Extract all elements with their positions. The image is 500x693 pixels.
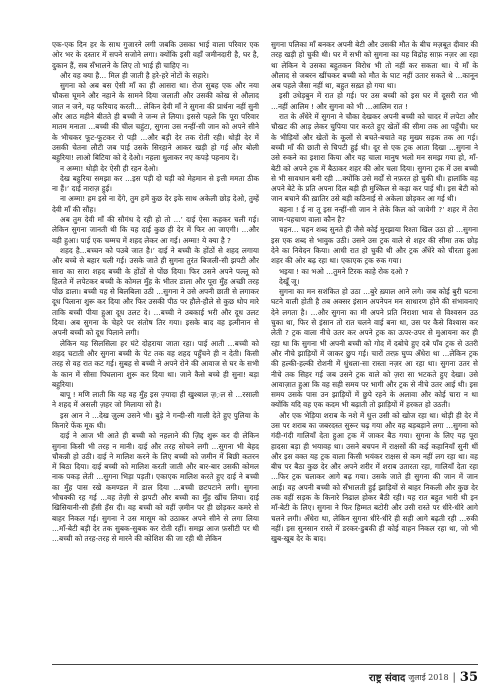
magazine-name: राष्ट्र संवाद (369, 673, 406, 684)
paragraph: सुगना पलिका माँ बनकर अपनी बेटी और उसकी मौत के बीच मज़बूत दीवार की तरह खड़ी हो चुकी थी। घर में सभी को सुगना का यह विद्रोह साफ़ नज़र आ रहा था लेकिन ये उसका बहुतकन विरोध भी तो नहीं कर सकता था। ये माँ के औलाद से जबरन खींचकर बच्ची को मौत के घाट नहीं उतार सकते थे ...कानून अब पहले जैसा नहीं था, बहुत सख़्त हो गया था। (271, 40, 478, 91)
right-column (271, 40, 478, 650)
paragraph: लेकिन यह सिलसिला हर घंटे दोहराया जाता रहा। पाई आती ...बच्ची को शहद चटाती और सुगना बच्ची के पेट तक वह शहद पहुँचने ही न देती। किसी तरह से वह रात कट गई। सुबह से बच्ची ने अपने रोने की आवाज से घर के सभी के कान में सीसा पिघलाना शुरू कर दिया था। जाने कैसे बच्चे ही सुना! बड़ा बहुरिया। (52, 338, 259, 389)
page-number: 35 (459, 669, 478, 685)
page-footer (52, 664, 478, 687)
paragraph: और एक भेड़िया शराब के नशे में धुत्त उसी को खोज रहा था। थोड़ी ही देर में उस पर शराब का जबरदस्त सुरूर चढ़ गया और वह बड़बड़ाने लगा ...सुगना को गंदी-गंदी गालियाँ देता हुआ ट्रक में जाकर बैठ गया। सुगना के लिए यह पूरा हादसा बड़ा ही भयावह था। उसने बचपन में राक्षसों की कई कहानियाँ सुनी थीं और इस वक्त यह ट्रक वाला किसी भयंकर राक्षस से कम नहीं लग रहा था। वह बीच पर बैठा कुछ देर और अपने शरीर में शराब उतारता रहा, गालियाँ देता रहा ...फिर ट्रक चलाकर आगे बढ़ गया। उसके जाते ही सुगना की जान में जान आई। वह अपनी बच्ची को सँभालती हुई झाड़ियों से बाहर निकली और कुछ देर तक वहीं सड़क के किनारे निढाल होकर बैठी रही। यह रात बहुत भारी थी इन माँ-बेटी के लिए। सुगना ने फिर हिम्मत बटोरी और उसी रास्ते पर धीरे-धीरे आगे चलने लगी। अँधेरा था, लेकिन सुगना धीरे-धीरे ही सही आगे बढ़ती रही ...रुकी नहीं। इस सुनसान रास्ते में डरकर-डुबकी ही कोई वाहन निकल रहा था, जो भी खुब-खूब देर के बाद। (271, 410, 478, 544)
paragraph: देख बहुरिया समझा कर ...इस पड़ी दो घड़ी को मेहमान से इत्ती ममता ठीक ना हैं।’ दाई नाराज़ हुई। (52, 173, 259, 194)
paragraph: इस आन ने ...देख ज़ुल्म उसने भी। बुड़े ने गन्दी-सी गाली देते हुए पुलिया के किनारे फेंक मूक थी। (52, 410, 259, 430)
paragraph: और वह क्या है... मिल ही जाती है हरे-हरे नोटों के सहारे। (60, 70, 209, 80)
issue-date: जुलाई 2018 (408, 672, 449, 682)
paragraph: शहद है...बच्चन को पउबे जात है।’ दाई ने बच्ची के होंठों से शहद लगाया और बच्चे से बहार चली गई। उसके जाते ही सुगना तुरंत बिजली-सी झपटी और सारा का सारा शहद बच्ची के होंठों से पोंछ दिया। फिर उसने अपने पल्लू को हिलते में लपेटकर बच्ची के कोमल मुँह के भीतर डाला और पूरा मुँह अच्छी तरह पोंछ डाला। बच्ची यह से बिलबिला उठी ...सुगना ने उसे अपनी छाती से लगाकर दूध पिलाना शुरू कर दिया और फिर उसकी पीठ पर हौले-हौले से कुछ थोप मारे ताकि बच्ची पीया हुआ दूध उलट दे। ...बच्ची ने उबकाई भरी और दूध उलट दिया। अब सुगना के चेहरे पर संतोष तिर गया। इसके बाद वह इत्मीनान से अपनी बच्ची को दूध पिलाने लगी। (52, 245, 259, 338)
paragraph: चहन... चहन शब्द सुनते ही जैसे कोई मुरझाया रिश्ता खिल उठा हो ...सुगना इस एक शब्द से भावुक उठी। उसने उस ट्रक वाले से शहर की सीमा तक छोड़ देने का निवेदन किया। आधी रात हो चुकी थी और ट्रक अँधेरे को चीरता हुआ शहर की ओर बढ़ रहा था। एकाएक ट्रक रुक गया। (271, 225, 478, 266)
paragraph: भइया ! का भओ ...तुमने टिरक काहे रोक दओ ? (279, 266, 409, 276)
paragraph: रात के अँधेरे में सुगना ने चौका देखकर अपनी बच्ची को चादर में लपेटा और चौखट की आड़ लेकर चुपिया पार करते हुए खेतों की सीमा तक आ पहुँची। घर के भीड़ियों और खेतों के कूलों से बचते-बचाते वह मुख्य सड़क तक आ गई। बच्ची माँ की छाती से चिपटी हुई थी। दूर से एक ट्रक आता दिखा ...सुगना ने उसे रुकने का इशारा किया और यह चाला मानुष भलो मन समझ गया हो, माँ-बेटी को अपने ट्रक में बैठाकर शहर की ओर चला दिया। सुगना ट्रक में उस बच्ची से भी सावधान बनी रही ...क्योंकि उसे मर्दों से नफ़रत हो चुकी थी। हालांकि वह अपने बेटे के प्रति अपना दिल बड़ी ही मुश्किल से कड़ा कर पाई थी। इस बेटी को जान बचाने की ख़ातिर उसे बड़ी कठिनाई से अकेला छोड़कर आ गई थी। (271, 112, 478, 204)
paragraph: सुगना का मन सशंकित हो उठा ...बुरे ख़्याल आने लगे। जब कोई बुरी घटना घटने वाली होती है तब अक्सर इंसान अपनेपन मन साधारण होने की संभावनाएं देने लगता है। ...और सुगना का मी अपने प्रति निराशा भाव से विश्वसन उठ चुका था, फिर से इंसान तो रात चलने वाई बना था, उस पर कैसे विश्वास कर लेती ? ट्रक वाला नीचे उतर कर अपने ट्रक का ऊपर-उपर से मुआयना कर ही रहा था कि सुगना भी अपनी बच्ची को गोद में दबोचे हुए दबे पाँव ट्रक से उतरी और नीचे झाड़ियों में जाकर छुप गई। चारों तरफ़ घुप्प अँधेरा था ...लेकिन ट्रक की हल्की-हल्की रोशनी में धुंधला-सा रास्ता नज़र आ रहा था। सुगना उतर से नीचे तक सिहर गई जब उसने ट्रक वाले को ज़रा सा भटकते हुए देखा। उसे आवाज़ात हुआ कि वह सही समय पर भागी और ट्रक से नीचे उतर आई थी। इस समय उसके पास उन झाड़ियों में छुपे रहने के अलावा और कोई चारा न था क्योंकि यदि वह एक कदम भी बढ़ाती तो झाड़ियों में हरकत हो उठती। (271, 287, 478, 410)
paragraph: सुगना को अब बस ऐसी माँ का ही आसरा था। रोज सुबह एक और नया चौकस घूमने और नहाने के सामने दिया जलाती और उसकी कोख से औलाद जात न जने, यह फरियाद करती... लेकिन देवी माँ ने सुगना की प्रार्थना नहीं सुनी और आठ महीने बीतते ही बच्ची ने जन्म ले लिया। इससे पहले कि पूरा परिवार मातम मनाता ...बच्ची की चील चहुंटा, सुगना उस नन्हीं-सी जान को अपने सीने के भीचकर फूट-फूटकर रो पड़ी ...और बड़ी देर तक रोती रही। थोड़ी देर में उसकी चेतना लौटी जब पाई उसके सिरहाने आकर खड़ी हो गई और बोली बहुरिया! लाओ बिटिया को दे देओ। नहला धुलाकर नए कपड़े पहनाय दें। (52, 81, 259, 163)
paragraph: एक-एक दिन हर के साथ गुजारने लगी जबकि उसका भाई वाला परिवार एक ओर भर के दस्तार में सपने सजोने लगा। क्योंकि इसी वहाँ जमीनदारी है, घर है, दुकान हैं, सब सँभालने के लिए तो भाई ही चाहिए न। (52, 40, 259, 70)
footer-separator: | (452, 671, 456, 683)
paragraph: देखूँ जू। (279, 276, 300, 286)
paragraph: अब तुम देवी माँ की सौगंध दे रही हो तो ...’ दाई ऐसा कहकर चली गई। लेकिन सुगना जानती थी कि यह दाई कुछ ही देर में फिर आ जाएगी। ...और वही हुआ। पाई एक चम्मच में शहद लेकर आ गई। अम्मा! ये क्या है ? (52, 215, 259, 245)
paragraph: दाई ने आज भी आते ही बच्ची को नहलाने की ज़िद्द शुरू कर दी लेकिन सुगना किसी भी तरह न मानी। दाई और तरह सोचने लगी ...सुगना भी बेहद चौकन्नी हो उठी। दाई ने मालिश करने के लिए बच्ची को जमीन में बिछी कतरन में बिठा दिया। दाई बच्ची को मालिश करती जाती और बार-बार उसकी कोमल नाक पकड़ लेती ...सुगना भिड़ा पड़ती। एकाएक मालिश करते हुए दाई ने बच्ची का मुँह पास रखे कमण्डल में डाल दिया ...बच्ची छटपटाने लगी। सुगना भौचक्की रह गई ...वह तेज़ी से झपटी और बच्ची का मुँह खींच लिया। दाई खिसियानी-सी हँसी हँस दी। वह बच्ची को वहीं ज़मीन पर ही छोड़कर कमरे से बाहर निकल गई। सुगना ने उस मासूम को उठाकर अपने सीने से लगा लिया ...माँ-बेटी बड़ी देर तक सुबक-सुबक कर रोती रहीं। समझ आज फ़सीटी पर थी ...बच्ची को तरह-तरह से मारने की कोशिश की जा रही थी लेकिन (52, 431, 259, 544)
paragraph: ना अम्मा! हम इसे ना देंगे, तुम हमें कुछ देर इके साथ अकेली छोड़ देओ, तुम्हें देवी माँ की सौंह। (52, 194, 259, 214)
left-column (52, 40, 259, 650)
paragraph: इसी उधेड़बुन में रात हो गई। पर उस बच्ची को इस घर में दूसरी रात भी ...नहीं आलिम ! और सुगना को भी ...आलिम रात ! (271, 91, 478, 111)
paragraph: बहना ! ई ना तू इस नन्हीं-सी जान ने लेके किल को जावेगी ?’ शहर में तेरा जाण-पहचाण वाला कौन है? (271, 204, 478, 225)
paragraph: न अम्मा! थोड़ी देर ऐसी ही रहन देओ। (60, 163, 159, 173)
paragraph: बापू ! मणि लाती कि यह वह मुँह इस ज़्यादा ही खुश्बाल ज़़़ल से ...रसाली ने शहद में असली ज़हर जो मिलाया सो है। (52, 390, 259, 410)
article-body (52, 40, 478, 650)
